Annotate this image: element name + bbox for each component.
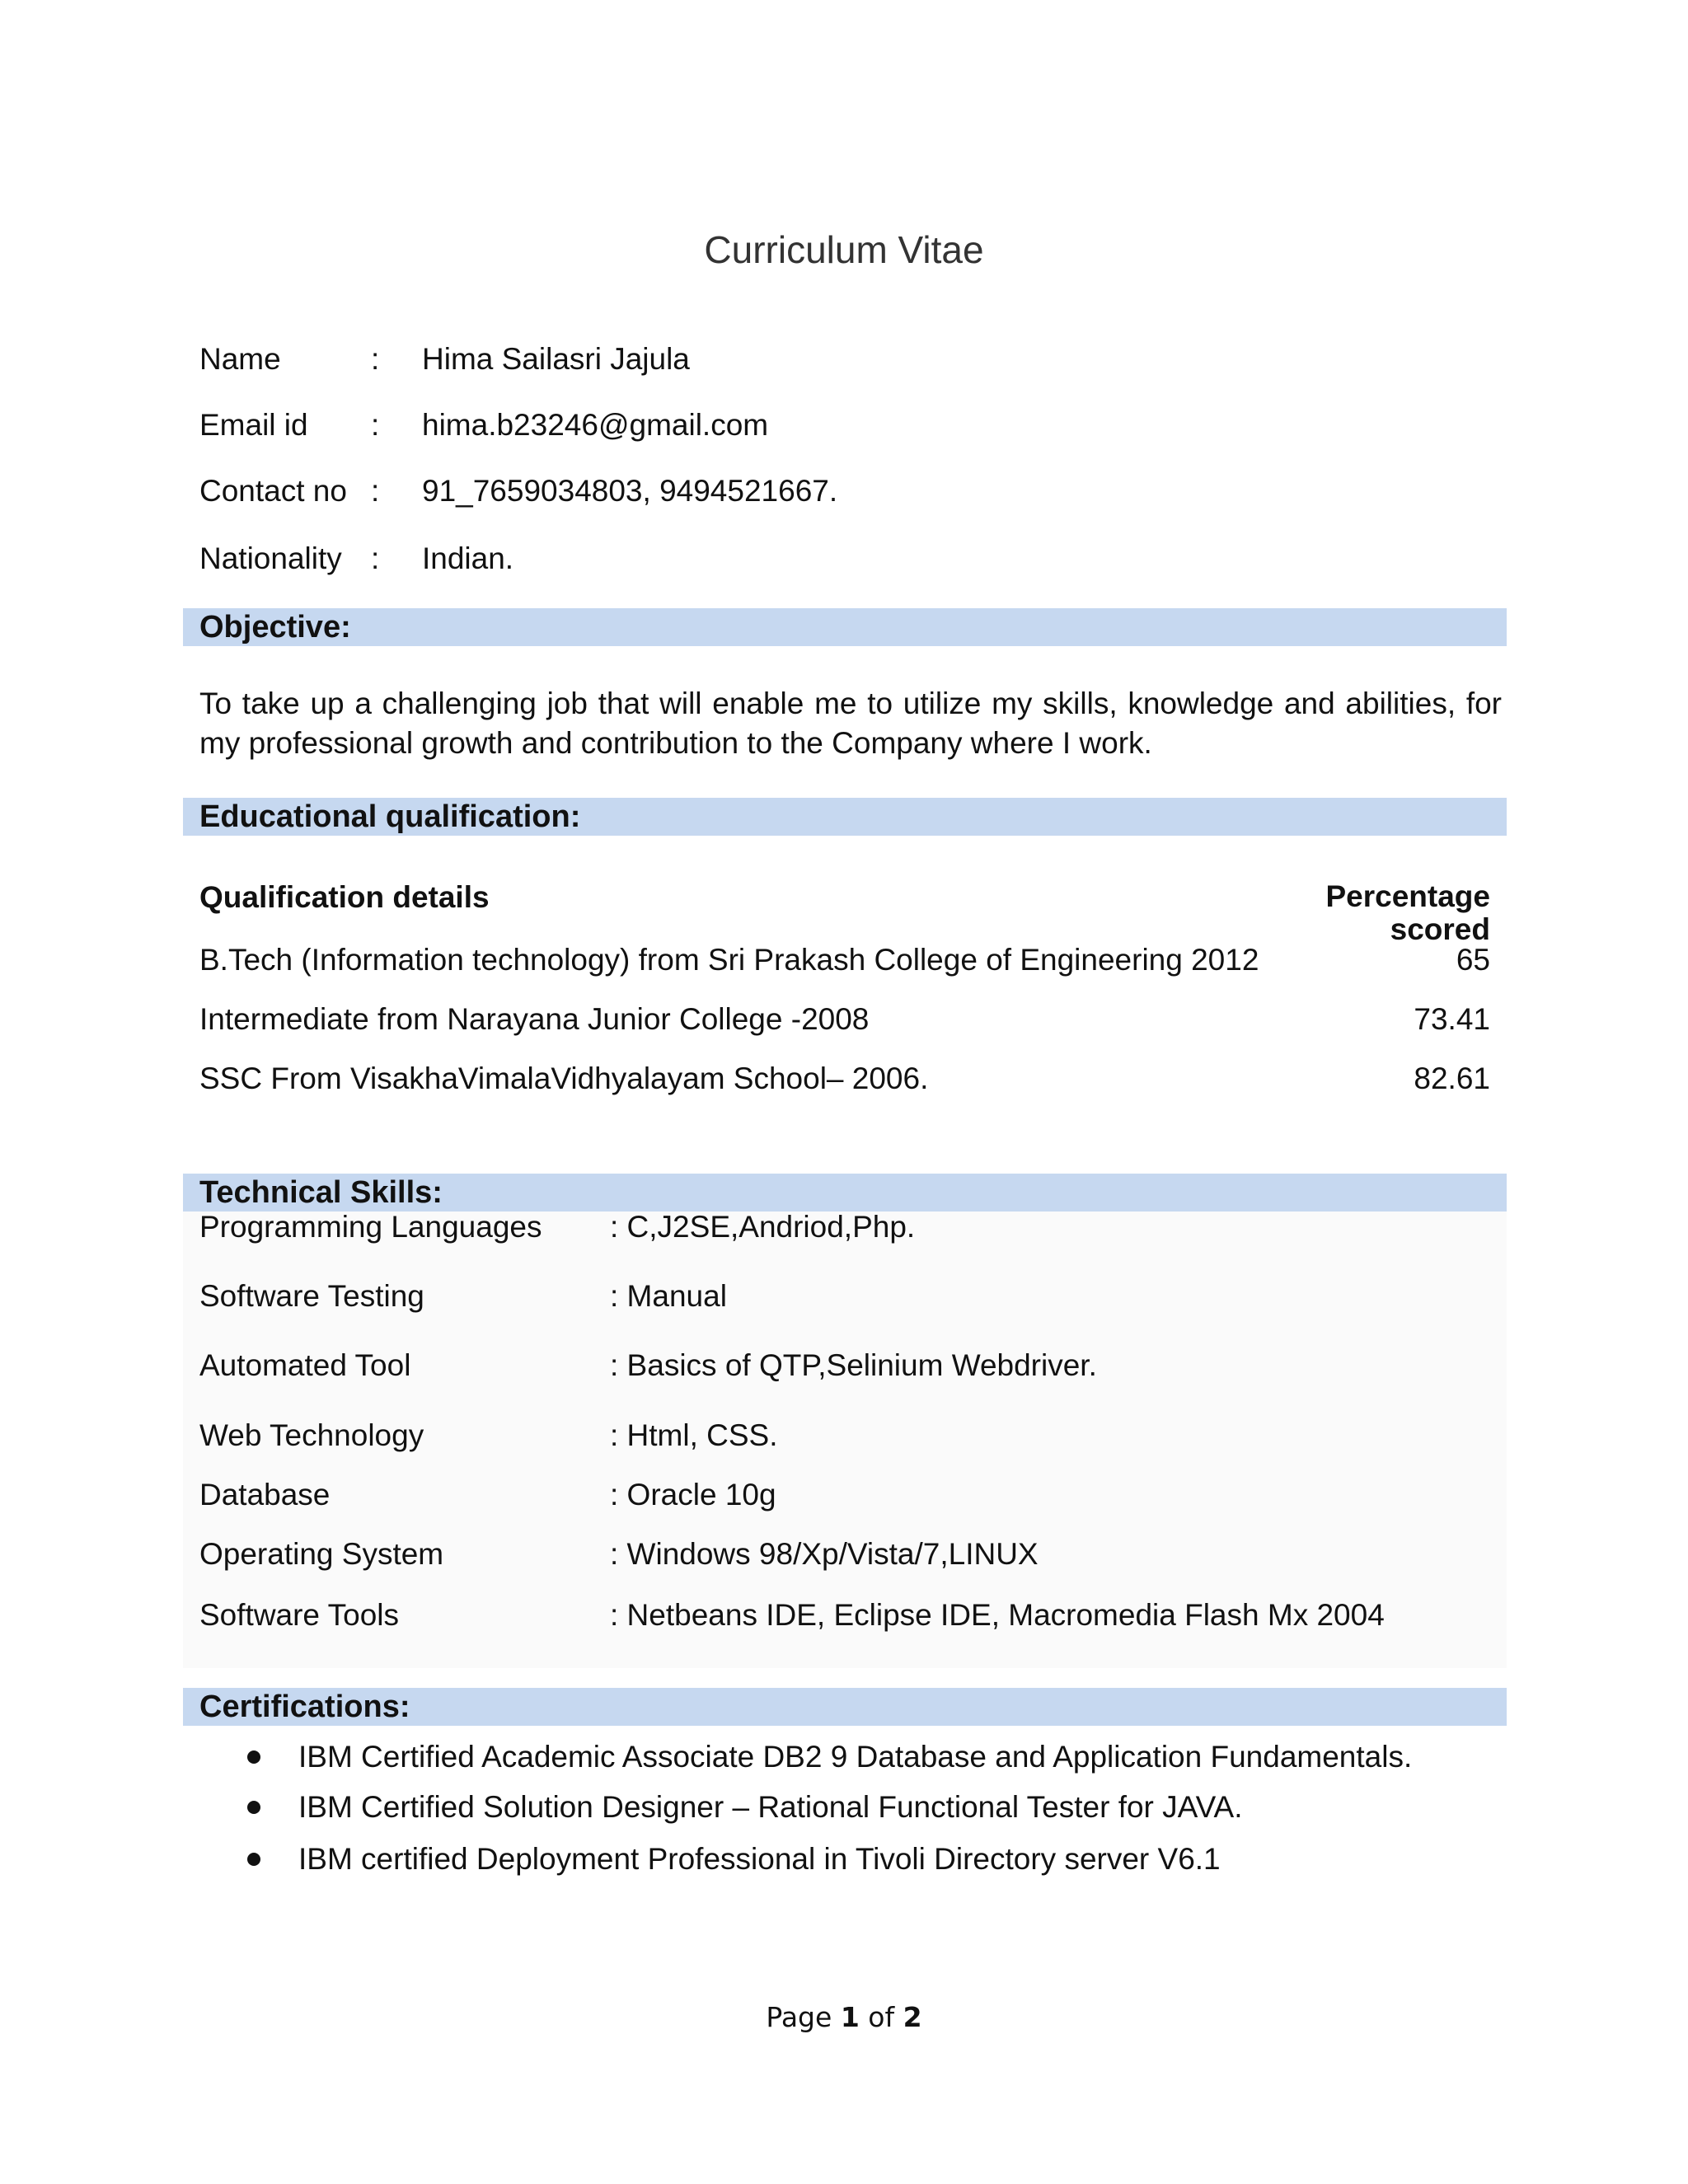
info-colon: : xyxy=(371,474,380,508)
info-value: Indian. xyxy=(422,541,514,575)
skill-value: : Windows 98/Xp/Vista/7,LINUX xyxy=(610,1537,1039,1571)
qualification-text: B.Tech (Information technology) from Sri Prakash College of Engineering 2012 xyxy=(199,943,1259,977)
footer-total-pages: 2 xyxy=(903,2001,922,2033)
skill-key: Software Testing xyxy=(199,1279,424,1313)
info-label: Nationality xyxy=(199,541,342,575)
education-row xyxy=(199,999,1490,1040)
education-column-percentage xyxy=(1243,880,1490,946)
section-heading: Objective: xyxy=(199,610,351,644)
skill-key: Software Tools xyxy=(199,1598,399,1632)
skill-key: Programming Languages xyxy=(199,1210,542,1244)
bullet-icon xyxy=(247,1801,260,1814)
skill-key: Automated Tool xyxy=(199,1348,411,1382)
bullet-icon xyxy=(247,1853,260,1866)
percentage-header-line-1: Percentage xyxy=(1325,879,1490,913)
section-header-education xyxy=(183,798,1507,836)
skill-value: : Html, CSS. xyxy=(610,1418,778,1452)
certification-text: IBM certified Deployment Professional in Tivoli Directory server V6.1 xyxy=(298,1842,1221,1876)
info-colon: : xyxy=(371,408,380,442)
section-heading: Certifications: xyxy=(199,1690,410,1724)
certification-text: IBM Certified Academic Associate DB2 9 Database and Application Fundamentals. xyxy=(298,1740,1413,1774)
certification-text: IBM Certified Solution Designer – Rational Functional Tester for JAVA. xyxy=(298,1790,1243,1824)
info-value: 91_7659034803, 9494521667. xyxy=(422,474,838,508)
skill-key: Operating System xyxy=(199,1537,444,1571)
page-title: Curriculum Vitae xyxy=(704,228,984,271)
percentage-value: 65 xyxy=(1456,943,1490,977)
education-row xyxy=(199,1058,1490,1099)
education-row xyxy=(199,940,1490,981)
info-value: hima.b23246@gmail.com xyxy=(422,408,769,442)
percentage-header-line-2: scored xyxy=(1390,912,1490,946)
skill-value: : Oracle 10g xyxy=(610,1478,776,1511)
page-footer xyxy=(0,2001,1688,2033)
bullet-icon xyxy=(247,1750,260,1764)
percentage-value: 82.61 xyxy=(1414,1062,1490,1095)
footer-page-word: Page xyxy=(766,2001,832,2033)
info-label: Name xyxy=(199,342,281,376)
footer-of-word: of xyxy=(868,2001,895,2033)
skill-value: : C,J2SE,Andriod,Php. xyxy=(610,1210,916,1244)
skill-key: Database xyxy=(199,1478,331,1511)
section-header-objective xyxy=(183,608,1507,646)
skill-value: : Manual xyxy=(610,1279,727,1313)
skill-value: : Netbeans IDE, Eclipse IDE, Macromedia Flash Mx 2004 xyxy=(610,1598,1385,1632)
objective-text: To take up a challenging job that will enable me to utilize my skills, knowledge and abilities, for my professional growth and contribution to the Company where I work. xyxy=(199,687,1502,760)
info-colon: : xyxy=(371,541,380,575)
qualification-text: Intermediate from Narayana Junior College -2008 xyxy=(199,1002,870,1036)
info-colon: : xyxy=(371,342,380,376)
education-column-qualification: Qualification details xyxy=(199,880,490,914)
section-header-certifications xyxy=(183,1688,1507,1726)
section-heading: Educational qualification: xyxy=(199,799,581,834)
info-label: Email id xyxy=(199,408,308,442)
info-value: Hima Sailasri Jajula xyxy=(422,342,690,376)
skill-key: Web Technology xyxy=(199,1418,424,1452)
footer-current-page: 1 xyxy=(840,2001,860,2033)
percentage-value: 73.41 xyxy=(1414,1002,1490,1036)
skill-value: : Basics of QTP,Selinium Webdriver. xyxy=(610,1348,1097,1382)
section-heading: Technical Skills: xyxy=(199,1175,443,1210)
info-label: Contact no xyxy=(199,474,347,508)
qualification-text: SSC From VisakhaVimalaVidhyalayam School– 2006. xyxy=(199,1062,929,1095)
